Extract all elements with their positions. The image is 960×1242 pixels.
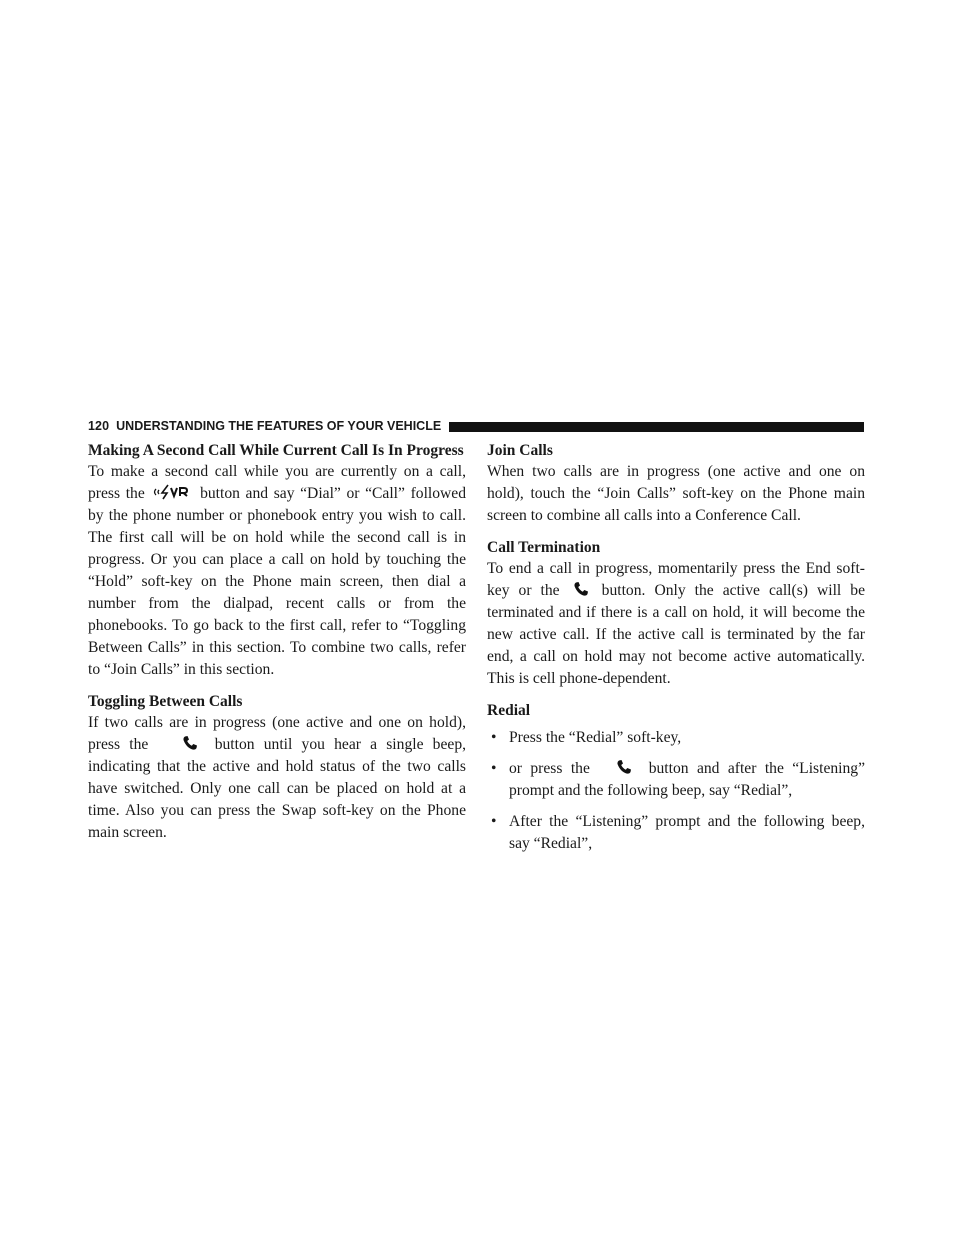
heading-join-calls: Join Calls <box>487 442 553 459</box>
left-column <box>88 441 466 844</box>
paragraph-call-termination: To end a call in progress, momentarily press the End soft-key or the button. Only the active call(s) will be terminated and if there is a call on hold, it will become the new active call. If the active call is terminated by the far end, a call on hold may not become active automatically. This is cell phone-dependent. <box>487 560 865 687</box>
page-header <box>88 416 864 436</box>
section-title: UNDERSTANDING THE FEATURES OF YOUR VEHICLE <box>116 419 442 433</box>
heading-redial: Redial <box>487 702 531 719</box>
phone-icon <box>573 581 589 597</box>
list-item: • After the “Listening” prompt and the following beep, say “Redial”, <box>491 813 865 852</box>
list-item: • or press the button and after the “Listening” prompt and the following beep, say “Redial”, <box>491 760 866 799</box>
list-item: • Press the “Redial” soft-key, <box>491 729 682 746</box>
right-column <box>487 441 865 864</box>
phone-icon <box>182 735 198 751</box>
paragraph-second-call: To make a second call while you are currently on a call, press the button and say “Dial” or “Call” followed by the phone number or phonebook entry you wish to call. The first call will be on hold while the second call is in progress. Or you can place a call on hold by touching the “Hold” soft-key on the Phone main screen, then dial a number from the dialpad, recent calls or from the phonebooks. To go back to the first call, refer to “Toggling Between Calls” in this section. To combine two calls, refer to “Join Calls” in this section. <box>88 463 467 678</box>
phone-icon <box>616 759 632 775</box>
heading-call-termination: Call Termination <box>487 539 601 556</box>
header-rule <box>449 422 864 432</box>
heading-second-call: Making A Second Call While Current Call Is In Progress <box>88 442 464 459</box>
heading-toggling: Toggling Between Calls <box>88 693 243 710</box>
page-number: 120 <box>88 419 110 433</box>
redial-list <box>487 727 865 855</box>
paragraph-join-calls: When two calls are in progress (one active and one on hold), touch the “Join Calls” soft-key on the Phone main screen to combine all calls into a Conference Call. <box>487 463 865 524</box>
paragraph-toggling: If two calls are in progress (one active and one on hold), press the button until you hear a single beep, indicating that the active and hold status of the two calls have switched. Only one call can be placed on hold at a time. Also you can press the Swap soft-key on the Phone main screen. <box>88 714 467 841</box>
voice-recognition-icon <box>152 484 190 500</box>
